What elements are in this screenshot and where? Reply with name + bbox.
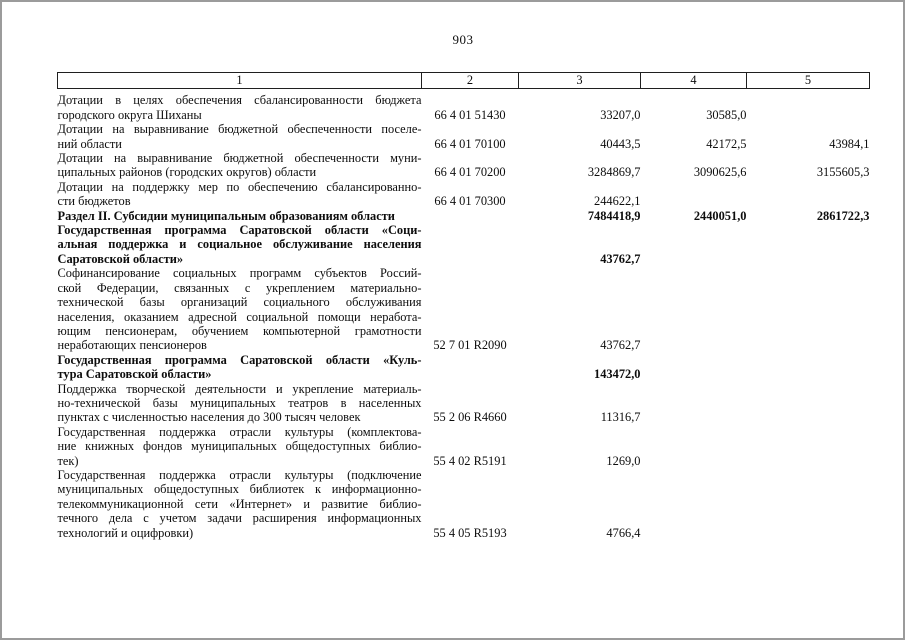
row-label-line: альная поддержка и социальное обслуживание населения: [57, 237, 422, 252]
row-value-col3: 4766,4: [606, 525, 641, 540]
table-row: [58, 223, 870, 266]
row-label-line: телекоммуникационной сети «Интернет» и развитие библио-: [57, 496, 422, 511]
row-label-line: сти бюджетов: [57, 194, 131, 209]
row-label: [58, 468, 422, 540]
row-value-col5: [747, 382, 870, 425]
row-label-line: ской Федерации, связанных с укреплением материально-: [57, 280, 422, 295]
row-code: 52 7 01 R2090: [433, 338, 507, 353]
row-value-col5: [747, 223, 870, 266]
row-label-line: Поддержка творческой деятельности и укрепление материаль-: [57, 381, 422, 396]
row-label: [58, 223, 422, 266]
table-row: [58, 122, 870, 151]
row-label-line: Раздел II. Субсидии муниципальным образованиям области: [57, 208, 395, 223]
row-code: 55 4 05 R5193: [433, 525, 507, 540]
row-label-line: но-технической базы муниципальных театров в населенных: [57, 395, 422, 410]
budget-table: [57, 72, 870, 540]
table-row: [58, 425, 870, 468]
table-row: [58, 382, 870, 425]
row-value-col4: [641, 266, 747, 352]
row-value-col3: 143472,0: [594, 367, 641, 382]
table-row: [58, 89, 870, 122]
column-header-2: 2: [422, 73, 519, 89]
row-value-col4: [641, 180, 747, 209]
row-label-line: технологий и оцифровки): [57, 525, 194, 540]
row-label-line: ние книжных фондов муниципальных общедоступных библио-: [57, 439, 422, 454]
row-value-col4: 42172,5: [706, 136, 747, 151]
row-value-col4: [641, 425, 747, 468]
table-row: [58, 468, 870, 540]
row-label-line: технической базы организаций социального обслуживания: [57, 295, 422, 310]
row-value-col4: 2440051,0: [693, 208, 747, 223]
row-label: [58, 122, 422, 151]
row-value-col5: [747, 266, 870, 352]
row-value-col3: 43762,7: [600, 338, 641, 353]
row-label: [58, 89, 422, 122]
row-value-col5: [747, 425, 870, 468]
row-value-col5: 3155605,3: [816, 165, 870, 180]
row-label-line: тура Саратовской области»: [57, 367, 212, 382]
row-label-line: тек): [57, 453, 79, 468]
row-value-col5: [747, 468, 870, 540]
row-value-col5: 2861722,3: [816, 208, 870, 223]
row-label-line: Дотации в целях обеспечения сбалансированности бюджета: [57, 93, 422, 108]
column-header-4: 4: [641, 73, 747, 89]
row-value-col3: 11316,7: [600, 410, 641, 425]
page-number: 903: [452, 32, 474, 47]
row-label: [58, 180, 422, 209]
row-value-col3: 244622,1: [594, 194, 641, 209]
table-header: [58, 73, 870, 89]
row-label: [58, 353, 422, 382]
row-label-line: Государственная программа Саратовской области «Куль-: [57, 352, 422, 367]
row-label-line: Дотации на поддержку мер по обеспечению сбалансированно-: [57, 179, 422, 194]
row-label: [58, 266, 422, 352]
row-value-col5: [747, 180, 870, 209]
row-label-line: Государственная программа Саратовской области «Соци-: [57, 223, 422, 238]
row-value-col3: 40443,5: [600, 136, 641, 151]
row-code: [422, 209, 519, 223]
row-label-line: Государственная поддержка отрасли культуры (комплектова-: [57, 424, 422, 439]
column-header-3: 3: [519, 73, 641, 89]
column-header-5: 5: [747, 73, 870, 89]
row-code: 55 2 06 R4660: [433, 410, 507, 425]
row-label-line: неработающих пенсионеров: [57, 338, 207, 353]
row-label-line: ципальных районов (городских округов) области: [57, 165, 317, 180]
row-value-col4: 3090625,6: [693, 165, 747, 180]
row-label-line: Саратовской области»: [57, 251, 184, 266]
row-label-line: пунктах с численностью населения до 300 тысяч человек: [57, 410, 361, 425]
table-row: [58, 353, 870, 382]
row-value-col4: [641, 353, 747, 382]
row-value-col3: 1269,0: [606, 453, 641, 468]
column-header-1: 1: [58, 73, 422, 89]
row-code: 66 4 01 51430: [434, 107, 506, 122]
row-label-line: городского округа Шиханы: [57, 107, 202, 122]
row-value-col3: 43762,7: [600, 251, 641, 266]
row-code: [422, 223, 519, 266]
row-value-col4: [641, 468, 747, 540]
row-code: 55 4 02 R5191: [433, 453, 507, 468]
row-value-col4: [641, 382, 747, 425]
row-label-line: населения, оказанием адресной социальной помощи неработа-: [57, 309, 422, 324]
row-value-col3: 33207,0: [600, 107, 641, 122]
row-value-col3: 3284869,7: [587, 165, 641, 180]
row-value-col3: 7484418,9: [587, 208, 641, 223]
row-code: 66 4 01 70100: [434, 136, 506, 151]
row-label: [58, 382, 422, 425]
row-label-line: ний области: [57, 136, 122, 151]
row-value-col5: [747, 89, 870, 122]
row-label-line: Софинансирование социальных программ субъектов Россий-: [57, 266, 422, 281]
row-label: [58, 425, 422, 468]
row-label-line: течного дела с учетом задачи расширения информационных: [57, 511, 422, 526]
table-header-row: [58, 73, 870, 89]
row-code: 66 4 01 70300: [434, 194, 506, 209]
row-label-line: Дотации на выравнивание бюджетной обеспеченности муни-: [57, 151, 422, 166]
row-value-col5: 43984,1: [829, 136, 870, 151]
table-row: [58, 209, 870, 223]
row-label-line: Государственная поддержка отрасли культуры (подключение: [57, 467, 422, 482]
row-value-col4: [641, 223, 747, 266]
row-label-line: ющим пенсионерам, обучением компьютерной грамотности: [57, 323, 422, 338]
row-value-col4: 30585,0: [706, 107, 747, 122]
row-code: [422, 353, 519, 382]
row-label-line: муниципальных общедоступных библиотек к информационно-: [57, 482, 422, 497]
row-label: [58, 209, 422, 223]
table-row: [58, 151, 870, 180]
row-label-line: Дотации на выравнивание бюджетной обеспеченности поселе-: [57, 122, 422, 137]
row-value-col5: [747, 353, 870, 382]
row-label: [58, 151, 422, 180]
table-row: [58, 266, 870, 352]
table-body: [58, 89, 870, 540]
table-row: [58, 180, 870, 209]
row-code: 66 4 01 70200: [434, 165, 506, 180]
